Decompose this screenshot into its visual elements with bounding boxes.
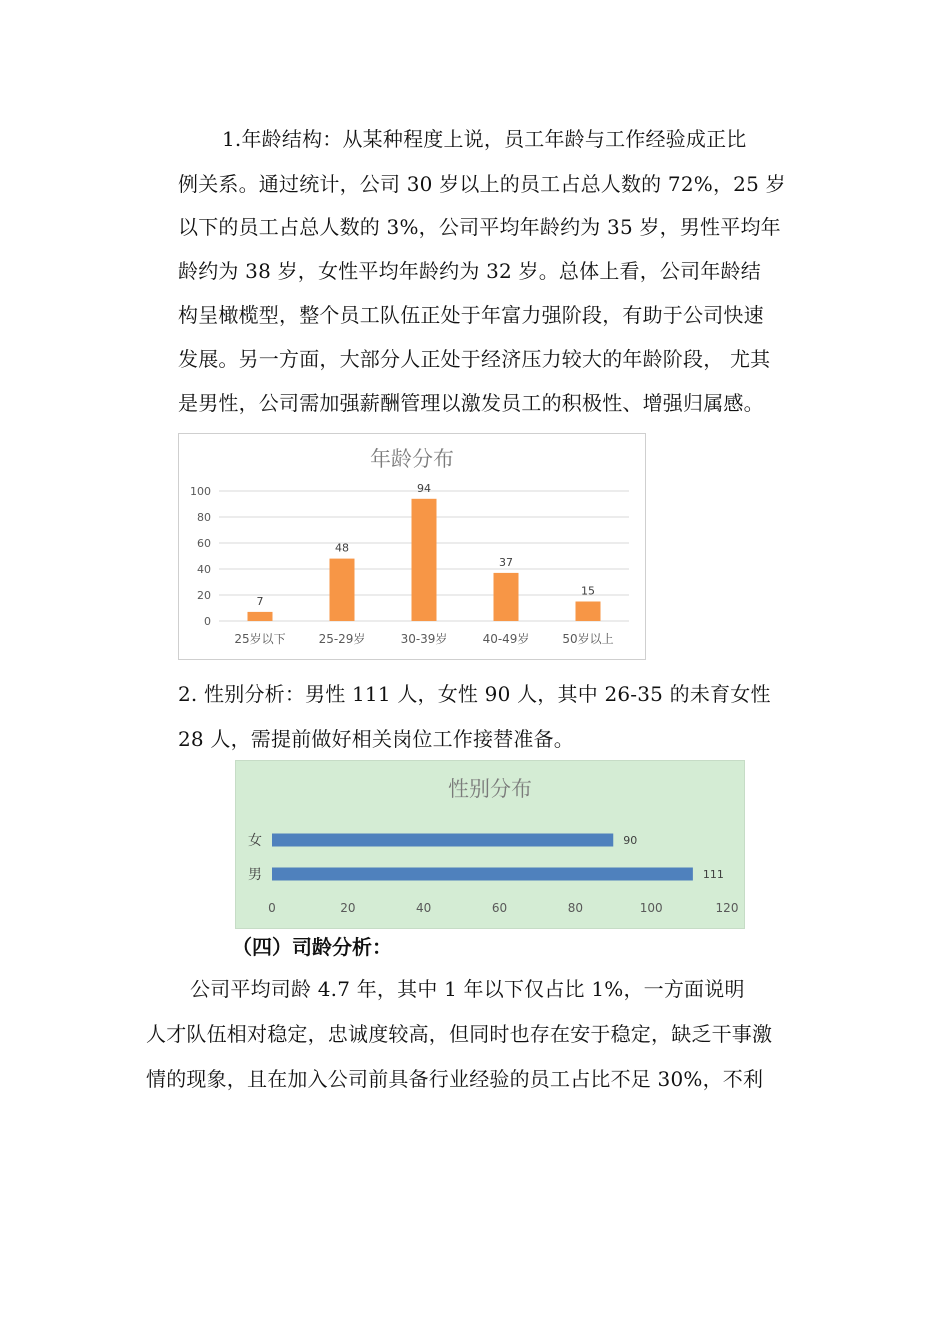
x-tick-label: 40 <box>416 901 432 915</box>
age-chart-plot <box>179 434 645 659</box>
text-line: 例关系。通过统计，公司 30 岁以上的员工占总人数的 72%，25 岁 <box>178 172 786 196</box>
y-category-label: 女 <box>248 833 262 849</box>
text-line: 以下的员工占总人数的 3%，公司平均年龄约为 35 岁，男性平均年 <box>178 215 781 239</box>
x-tick-label: 60 <box>491 901 508 915</box>
bar <box>272 834 613 847</box>
y-category-label: 男 <box>248 867 262 883</box>
data-label: 90 <box>623 834 638 847</box>
text-line: 公司平均司龄 4.7 年，其中 1 年以下仅占比 1%，一方面说明 <box>190 977 745 1001</box>
data-label: 94 <box>417 481 431 495</box>
text-line: 发展。另一方面，大部分人正处于经济压力较大的年龄阶段， 尤其 <box>178 347 771 371</box>
bar <box>576 602 601 622</box>
chart-title: 年龄分布 <box>370 447 454 471</box>
x-tick-label: 40-49岁 <box>482 632 530 646</box>
gender-chart-plot <box>236 761 744 928</box>
x-tick-label: 30-39岁 <box>400 632 448 646</box>
x-tick-label: 20 <box>340 901 356 915</box>
data-label: 111 <box>702 868 724 881</box>
text-line: 是男性，公司需加强薪酬管理以激发员工的积极性、增强归属感。 <box>178 391 764 415</box>
text-line: 构呈橄榄型，整个员工队伍正处于年富力强阶段，有助于公司快速 <box>178 303 764 327</box>
data-label: 48 <box>335 541 349 555</box>
section-heading: （四）司龄分析： <box>232 935 392 959</box>
data-label: 15 <box>581 584 595 598</box>
x-tick-label: 50岁以上 <box>562 632 614 646</box>
y-tick-label: 40 <box>197 563 211 576</box>
x-tick-label: 25-29岁 <box>318 632 366 646</box>
bar <box>248 612 273 621</box>
y-tick-label: 80 <box>197 511 211 524</box>
x-tick-label: 0 <box>268 901 276 915</box>
data-label: 37 <box>499 555 513 569</box>
y-tick-label: 60 <box>197 537 211 550</box>
age-distribution-chart <box>178 433 646 660</box>
text-line: 龄约为 38 岁，女性平均年龄约为 32 岁。总体上看，公司年龄结 <box>178 259 761 283</box>
x-tick-label: 100 <box>639 901 663 915</box>
bar <box>412 499 437 621</box>
x-tick-label: 120 <box>715 901 739 915</box>
x-tick-label: 80 <box>567 901 583 915</box>
text-line: 28 人，需提前做好相关岗位工作接替准备。 <box>178 727 575 751</box>
text-line: 2. 性别分析：男性 111 人，女性 90 人，其中 26-35 的未育女性 <box>178 682 771 706</box>
y-tick-label: 20 <box>197 589 211 602</box>
data-label: 7 <box>256 594 264 608</box>
text-line: 1.年龄结构：从某种程度上说，员工年龄与工作经验成正比 <box>222 127 747 151</box>
bar <box>272 868 693 881</box>
bar <box>330 559 355 621</box>
chart-title: 性别分布 <box>448 777 532 801</box>
gender-distribution-chart <box>235 760 745 929</box>
text-line: 情的现象，且在加入公司前具备行业经验的员工占比不足 30%，不利 <box>146 1067 764 1091</box>
y-tick-label: 0 <box>204 615 211 628</box>
y-tick-label: 100 <box>190 485 211 498</box>
x-tick-label: 25岁以下 <box>234 632 286 646</box>
text-line: 人才队伍相对稳定，忠诚度较高，但同时也存在安于稳定，缺乏干事激 <box>146 1022 773 1046</box>
bar <box>494 573 519 621</box>
